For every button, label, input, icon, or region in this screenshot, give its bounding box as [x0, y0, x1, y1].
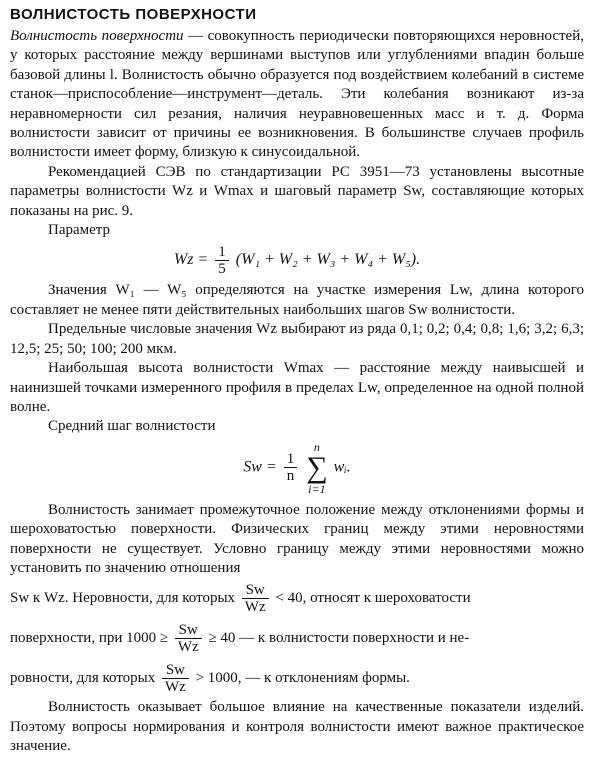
ratio-numerator: Sw — [242, 582, 269, 599]
formula-sw-sum-upper: n — [313, 439, 320, 454]
paragraph-parameter-label: Параметр — [48, 222, 111, 239]
formula-sw-denominator: n — [286, 468, 295, 485]
ratio-denominator: Wz — [244, 599, 266, 616]
ratio-line-form — [10, 658, 584, 698]
formula-sw-fraction — [284, 451, 298, 484]
paragraph-conclusion: Волнистость оказывает большое влияние на качественные показатели изделий. Поэтому вопросы нормирования и контроля волнистости имеют важное практическое значение. — [10, 699, 584, 755]
formula-wz-lhs: Wz = — [173, 251, 209, 269]
ratio-denominator: Wz — [177, 639, 199, 656]
ratio-line-waviness-start: поверхности, при 1000 ≥ — [10, 630, 169, 647]
ratio-line-form-start: ровности, для которых — [10, 670, 156, 687]
ratio-line-roughness-end: < 40, относят к шероховатости — [275, 590, 471, 607]
paragraph-definition — [10, 27, 584, 163]
paragraph-limits: Предельные числовые значения Wz выбирают из ряда 0,1; 0,2; 0,4; 0,8; 1,6; 3,2; 6,3; 12,5; 25; 50; 100; 200 мкм. — [10, 321, 584, 357]
sigma-symbol-icon: ∑ — [306, 450, 328, 484]
paragraph-mean-step-label: Средний шаг волнистости — [48, 418, 216, 435]
ratio-fraction-1 — [242, 582, 269, 615]
ratio-numerator: Sw — [175, 622, 202, 639]
definition-text: — совокупность периодически повторяющихся неровностей, у которых расстояние между вершинами выступов или углублениями впадин больше базовой длины l. Волнистость обычно образуется под воздействием колебаний в системе станок—приспособление—инструмент—деталь. Эти колебания возникают из-за неравномерности сил резания, наличия неуравновешенных масс и т. д. Форма волнистости зависит от причины ее возникновения. В большинстве случаев профиль волнистости имеет форму, близкую к синусоидальной. — [10, 28, 584, 161]
formula-sw — [10, 441, 584, 495]
formula-sw-numerator: 1 — [284, 451, 298, 468]
paragraph-wmax: Наибольшая высота волнистости Wmax — расстояние между наивысшей и наинизшей точками измеренного профиля в пределах Lw, определенное на одной полной волне. — [10, 360, 584, 415]
ratio-line-waviness-end: ≥ 40 — к волнистости поверхности и не- — [208, 630, 470, 647]
formula-wz-rhs: (W₁ + W₂ + W₃ + W₄ + W₅). — [235, 251, 421, 269]
ratio-denominator: Wz — [165, 679, 186, 696]
paragraph-values: Значения W₁ — W₅ определяются на участке измерения Lw, длина которого составляет не менее пяти действительных наибольших шагов Sw волнистости. — [10, 282, 584, 318]
formula-wz-numerator: 1 — [215, 244, 229, 261]
ratio-fraction-2 — [175, 622, 202, 655]
term-waviness: Волнистость поверхности — [10, 28, 184, 44]
formula-sw-sum — [306, 441, 327, 495]
formula-wz-denominator: 5 — [218, 261, 226, 278]
formula-sw-lhs: Sw = — [243, 458, 277, 476]
formula-sw-sum-lower: i=1 — [308, 481, 326, 496]
formula-wz — [10, 244, 584, 277]
ratio-fraction-3 — [162, 662, 189, 695]
paragraph-standard: Рекомендацией СЭВ по стандартизации РС 3951—73 установлены высотные параметры волнистости Wz и Wmax и шаговый параметр Sw, составляющие которых показаны на рис. 9. — [10, 163, 584, 219]
formula-sw-rhs: wᵢ. — [333, 458, 351, 476]
ratio-line-roughness-start: Sw к Wz. Неровности, для которых — [10, 590, 236, 607]
ratio-line-waviness — [10, 618, 584, 658]
formula-wz-fraction — [215, 244, 229, 277]
paragraph-intermediate: Волнистость занимает промежуточное положение между отклонениями формы и шероховатостью поверхности. Физических границ между этими неровностями поверхности не существует. Условно границу между этими неровностями можно установить по значению отношения — [10, 501, 584, 576]
ratio-line-roughness — [10, 578, 584, 618]
section-heading: ВОЛНИСТОСТЬ ПОВЕРХНОСТИ — [10, 6, 257, 23]
ratio-line-form-end: > 1000, — к отклонениям формы. — [195, 670, 410, 687]
ratio-numerator: Sw — [162, 662, 189, 679]
